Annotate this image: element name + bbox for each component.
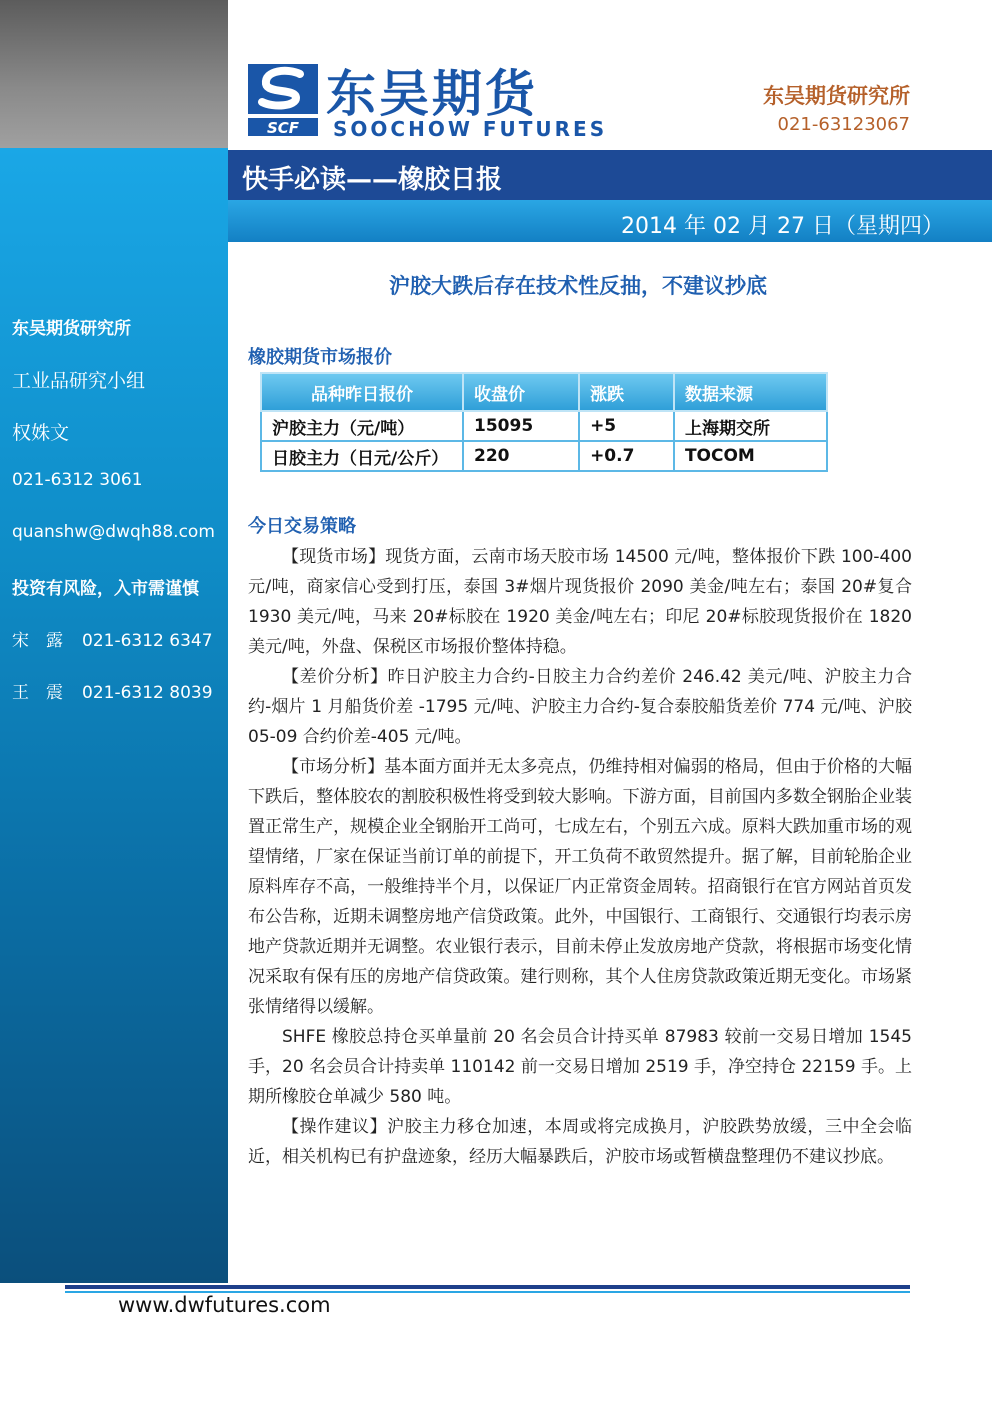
table-cell: 220 xyxy=(463,441,579,471)
footer-divider xyxy=(65,1285,910,1289)
strategy-paragraph-spot: 【现货市场】现货方面，云南市场天胶市场 14500 元/吨，整体报价下跌 100-400 元/吨，商家信心受到打压，泰国 3#烟片现货报价 2090 美金/吨左右；泰国 20#复合 1930 美元/吨，马来 20#标胶在 1920 美金/吨左右；印尼 20#标胶现货报价在 1820 美元/吨，外盘、保税区市场报价整体持稳。 xyxy=(248,547,912,657)
column-header: 品种昨日报价 xyxy=(261,373,463,411)
sidebar-email[interactable]: quanshw@dwqh88.com xyxy=(12,522,215,542)
table-cell: +0.7 xyxy=(579,441,674,471)
table-header-row xyxy=(261,373,827,411)
contact-phone: 021-6312 6347 xyxy=(82,631,213,651)
sidebar-risk-notice: 投资有风险，入市需谨慎 xyxy=(12,579,199,599)
report-date-bar xyxy=(228,200,992,242)
report-headline: 沪胶大跌后存在技术性反抽，不建议抄底 xyxy=(389,274,767,298)
sidebar-institute: 东吴期货研究所 xyxy=(12,319,131,339)
contact-name: 王 震 xyxy=(12,683,63,703)
column-header: 涨跌 xyxy=(579,373,674,411)
strategy-section-title: 今日交易策略 xyxy=(248,516,356,537)
header-institute-name: 东吴期货研究所 xyxy=(763,84,910,108)
svg-text:SCF: SCF xyxy=(266,119,300,136)
table-cell: 日胶主力（日元/公斤） xyxy=(261,441,463,471)
sidebar-contact-1 xyxy=(12,626,213,651)
strategy-body xyxy=(248,542,912,1172)
footer-website-link[interactable]: www.dwfutures.com xyxy=(118,1293,331,1317)
sidebar-author: 权姝文 xyxy=(12,422,70,444)
logo-english-name: SOOCHOW FUTURES xyxy=(333,117,608,141)
quote-section-title: 橡胶期货市场报价 xyxy=(248,347,392,368)
logo-chinese-name: 东吴期货 xyxy=(326,65,538,123)
table-cell: +5 xyxy=(579,411,674,441)
sidebar-contact-2 xyxy=(12,678,213,703)
report-title: 快手必读——橡胶日报 xyxy=(242,165,503,195)
table-row xyxy=(261,441,827,471)
sidebar-phone: 021-6312 3061 xyxy=(12,470,143,490)
table-cell: 15095 xyxy=(463,411,579,441)
strategy-paragraph-market: 【市场分析】基本面方面并无太多亮点，仍维持相对偏弱的格局，但由于价格的大幅下跌后，整体胶农的割胶积极性将受到较大影响。下游方面，目前国内多数全钢胎企业装置正常生产，规模企业全钢胎开工尚可，七成左右，个别五六成。原料大跌加重市场的观望情绪，厂家在保证当前订单的前提下，开工负荷不敢贸然提升。据了解，目前轮胎企业原料库存不高，一般维持半个月，以保证厂内正常资金周转。招商银行在官方网站首页发布公告称，近期未调整房地产信贷政策。此外，中国银行、工商银行、交通银行均表示房地产贷款近期并无调整。农业银行表示，目前未停止发放房地产贷款，将根据市场变化情况采取有保有压的房地产信贷政策。建行则称，其个人住房贷款政策近期无变化。市场紧张情绪得以缓解。 xyxy=(248,757,912,1017)
table-cell: 上海期交所 xyxy=(674,411,827,441)
column-header: 收盘价 xyxy=(463,373,579,411)
table-cell: TOCOM xyxy=(674,441,827,471)
report-date: 2014 年 02 月 27 日（星期四） xyxy=(621,214,944,239)
strategy-paragraph-spread: 【差价分析】昨日沪胶主力合约-日胶主力合约差价 246.42 美元/吨、沪胶主力合约-烟片 1 月船货价差 -1795 元/吨、沪胶主力合约-复合泰胶船货差价 774 元/吨、沪胶 05-09 合约价差-405 元/吨。 xyxy=(248,667,912,747)
quote-table xyxy=(260,372,828,472)
table-cell: 沪胶主力（元/吨） xyxy=(261,411,463,441)
strategy-paragraph-positions: SHFE 橡胶总持仓买单量前 20 名会员合计持买单 87983 较前一交易日增加 1545 手，20 名会员合计持卖单 110142 前一交易日增加 2519 手，净空持仓 22159 手。上期所橡胶仓单减少 580 吨。 xyxy=(248,1027,912,1107)
contact-name: 宋 露 xyxy=(12,631,63,651)
header-institute-phone: 021-63123067 xyxy=(777,114,910,135)
sidebar-group: 工业品研究小组 xyxy=(12,370,146,392)
table-row xyxy=(261,411,827,441)
report-title-bar xyxy=(228,150,992,200)
contact-phone: 021-6312 8039 xyxy=(82,683,213,703)
scf-logo-icon xyxy=(248,64,318,136)
strategy-paragraph-advice: 【操作建议】沪胶主力移仓加速，本周或将完成换月，沪胶跌势放缓，三中全会临近，相关机构已有护盘迹象，经历大幅暴跌后，沪胶市场或暂横盘整理仍不建议抄底。 xyxy=(248,1117,912,1167)
sidebar-top-gray-block xyxy=(0,0,228,148)
column-header: 数据来源 xyxy=(674,373,827,411)
